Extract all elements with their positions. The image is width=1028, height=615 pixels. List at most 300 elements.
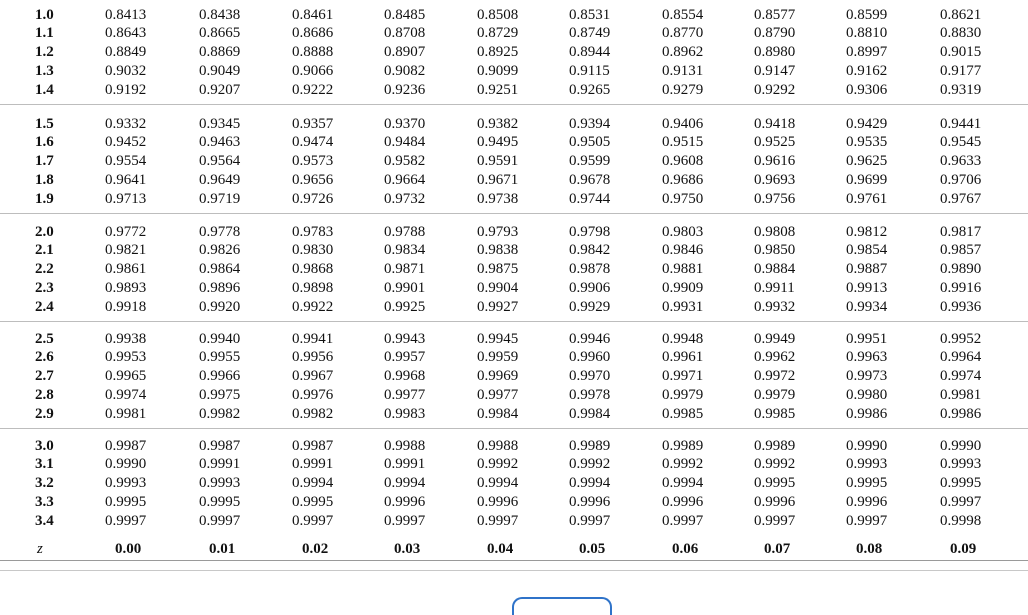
- probability-cell: 0.8643: [105, 25, 147, 41]
- probability-cell: 0.9778: [199, 224, 241, 240]
- probability-cell: 0.9884: [754, 261, 796, 277]
- probability-cell: 0.9826: [199, 242, 241, 258]
- probability-cell: 0.8531: [569, 7, 611, 23]
- probability-cell: 0.9767: [940, 191, 982, 207]
- z-value-cell: 2.2: [35, 261, 54, 277]
- probability-cell: 0.9871: [384, 261, 426, 277]
- table-row: [0, 190, 1028, 209]
- probability-cell: 0.9966: [199, 368, 241, 384]
- probability-cell: 0.9945: [477, 331, 519, 347]
- probability-cell: 0.9394: [569, 116, 611, 132]
- probability-cell: 0.9192: [105, 82, 147, 98]
- table-group: [0, 217, 1028, 322]
- column-header-cell: 0.04: [487, 541, 514, 557]
- probability-cell: 0.9850: [754, 242, 796, 258]
- probability-cell: 0.9983: [384, 406, 426, 422]
- table-row: [0, 81, 1028, 100]
- probability-cell: 0.8577: [754, 7, 796, 23]
- probability-cell: 0.9591: [477, 153, 519, 169]
- probability-cell: 0.9382: [477, 116, 519, 132]
- table-row: [0, 348, 1028, 367]
- table-row: [0, 474, 1028, 493]
- probability-cell: 0.9616: [754, 153, 796, 169]
- probability-cell: 0.9418: [754, 116, 796, 132]
- action-button[interactable]: [512, 597, 612, 615]
- probability-cell: 0.9952: [940, 331, 982, 347]
- z-value-cell: 3.4: [35, 513, 54, 529]
- probability-cell: 0.9972: [754, 368, 796, 384]
- probability-cell: 0.9452: [105, 134, 147, 150]
- probability-cell: 0.9713: [105, 191, 147, 207]
- table-row: [0, 133, 1028, 152]
- probability-cell: 0.9875: [477, 261, 519, 277]
- probability-cell: 0.9997: [662, 513, 704, 529]
- probability-cell: 0.9222: [292, 82, 334, 98]
- probability-cell: 0.9082: [384, 63, 426, 79]
- column-header-cell: 0.07: [764, 541, 791, 557]
- probability-cell: 0.9463: [199, 134, 241, 150]
- probability-cell: 0.9357: [292, 116, 334, 132]
- probability-cell: 0.9177: [940, 63, 982, 79]
- probability-cell: 0.9995: [940, 475, 982, 491]
- probability-cell: 0.9582: [384, 153, 426, 169]
- probability-cell: 0.9265: [569, 82, 611, 98]
- probability-cell: 0.9726: [292, 191, 334, 207]
- probability-cell: 0.8944: [569, 44, 611, 60]
- z-value-cell: 1.8: [35, 172, 54, 188]
- probability-cell: 0.9131: [662, 63, 704, 79]
- z-value-cell: 2.7: [35, 368, 54, 384]
- table-row: [0, 260, 1028, 279]
- probability-cell: 0.9846: [662, 242, 704, 258]
- table-row: [0, 367, 1028, 386]
- probability-cell: 0.9998: [940, 513, 982, 529]
- section-divider: [0, 570, 1028, 571]
- probability-cell: 0.9772: [105, 224, 147, 240]
- probability-cell: 0.9817: [940, 224, 982, 240]
- probability-cell: 0.9989: [754, 438, 796, 454]
- probability-cell: 0.9864: [199, 261, 241, 277]
- probability-cell: 0.9066: [292, 63, 334, 79]
- probability-cell: 0.9997: [754, 513, 796, 529]
- probability-cell: 0.9830: [292, 242, 334, 258]
- table-group: [0, 431, 1028, 535]
- probability-cell: 0.8621: [940, 7, 982, 23]
- z-value-cell: 2.8: [35, 387, 54, 403]
- column-header-cell: 0.03: [394, 541, 421, 557]
- probability-cell: 0.9744: [569, 191, 611, 207]
- probability-cell: 0.9671: [477, 172, 519, 188]
- probability-cell: 0.9788: [384, 224, 426, 240]
- probability-cell: 0.9981: [105, 406, 147, 422]
- column-header-cell: 0.05: [579, 541, 606, 557]
- probability-cell: 0.9993: [846, 456, 888, 472]
- z-value-cell: 3.2: [35, 475, 54, 491]
- probability-cell: 0.9890: [940, 261, 982, 277]
- probability-cell: 0.9032: [105, 63, 147, 79]
- table-row: [0, 512, 1028, 531]
- probability-cell: 0.9706: [940, 172, 982, 188]
- z-value-cell: 1.5: [35, 116, 54, 132]
- table-row: [0, 115, 1028, 134]
- probability-cell: 0.9987: [105, 438, 147, 454]
- probability-cell: 0.9911: [754, 280, 795, 296]
- z-value-cell: 1.6: [35, 134, 54, 150]
- probability-cell: 0.9995: [292, 494, 334, 510]
- probability-cell: 0.9441: [940, 116, 982, 132]
- table-row: [0, 152, 1028, 171]
- probability-cell: 0.9938: [105, 331, 147, 347]
- probability-cell: 0.9991: [384, 456, 426, 472]
- z-value-cell: 3.0: [35, 438, 54, 454]
- probability-cell: 0.9761: [846, 191, 888, 207]
- probability-cell: 0.9207: [199, 82, 241, 98]
- probability-cell: 0.9965: [105, 368, 147, 384]
- probability-cell: 0.9979: [754, 387, 796, 403]
- probability-cell: 0.9015: [940, 44, 982, 60]
- probability-cell: 0.9995: [754, 475, 796, 491]
- probability-cell: 0.9976: [292, 387, 334, 403]
- column-header-cell: 0.08: [856, 541, 883, 557]
- probability-cell: 0.9985: [662, 406, 704, 422]
- probability-cell: 0.9994: [662, 475, 704, 491]
- probability-cell: 0.9955: [199, 349, 241, 365]
- probability-cell: 0.9484: [384, 134, 426, 150]
- probability-cell: 0.9981: [940, 387, 982, 403]
- probability-cell: 0.9564: [199, 153, 241, 169]
- z-value-cell: 2.3: [35, 280, 54, 296]
- table-row: [0, 24, 1028, 43]
- probability-cell: 0.9997: [846, 513, 888, 529]
- probability-cell: 0.9896: [199, 280, 241, 296]
- probability-cell: 0.9925: [384, 299, 426, 315]
- probability-cell: 0.9162: [846, 63, 888, 79]
- column-header-cell: 0.09: [950, 541, 977, 557]
- probability-cell: 0.8907: [384, 44, 426, 60]
- probability-cell: 0.8830: [940, 25, 982, 41]
- probability-cell: 0.9474: [292, 134, 334, 150]
- probability-cell: 0.8997: [846, 44, 888, 60]
- probability-cell: 0.9994: [477, 475, 519, 491]
- table-row: [0, 171, 1028, 190]
- probability-cell: 0.9962: [754, 349, 796, 365]
- table-row: [0, 455, 1028, 474]
- probability-cell: 0.9959: [477, 349, 519, 365]
- probability-cell: 0.9997: [569, 513, 611, 529]
- probability-cell: 0.9979: [662, 387, 704, 403]
- probability-cell: 0.8508: [477, 7, 519, 23]
- probability-cell: 0.9756: [754, 191, 796, 207]
- probability-cell: 0.9992: [569, 456, 611, 472]
- table-row: [0, 298, 1028, 317]
- probability-cell: 0.8925: [477, 44, 519, 60]
- probability-cell: 0.9554: [105, 153, 147, 169]
- probability-cell: 0.9693: [754, 172, 796, 188]
- probability-cell: 0.9783: [292, 224, 334, 240]
- probability-cell: 0.9953: [105, 349, 147, 365]
- probability-cell: 0.9997: [384, 513, 426, 529]
- probability-cell: 0.9099: [477, 63, 519, 79]
- table-row: [0, 405, 1028, 424]
- probability-cell: 0.9821: [105, 242, 147, 258]
- probability-cell: 0.9854: [846, 242, 888, 258]
- probability-cell: 0.9987: [199, 438, 241, 454]
- probability-cell: 0.9306: [846, 82, 888, 98]
- probability-cell: 0.9941: [292, 331, 334, 347]
- probability-cell: 0.9808: [754, 224, 796, 240]
- probability-cell: 0.9987: [292, 438, 334, 454]
- probability-cell: 0.9963: [846, 349, 888, 365]
- probability-cell: 0.9893: [105, 280, 147, 296]
- probability-cell: 0.8810: [846, 25, 888, 41]
- probability-cell: 0.9996: [477, 494, 519, 510]
- probability-cell: 0.9994: [292, 475, 334, 491]
- probability-cell: 0.8729: [477, 25, 519, 41]
- probability-cell: 0.9236: [384, 82, 426, 98]
- probability-cell: 0.9960: [569, 349, 611, 365]
- probability-cell: 0.9525: [754, 134, 796, 150]
- probability-cell: 0.9878: [569, 261, 611, 277]
- probability-cell: 0.9641: [105, 172, 147, 188]
- probability-cell: 0.9993: [940, 456, 982, 472]
- z-value-cell: 2.0: [35, 224, 54, 240]
- probability-cell: 0.9929: [569, 299, 611, 315]
- probability-cell: 0.9985: [754, 406, 796, 422]
- probability-cell: 0.9904: [477, 280, 519, 296]
- probability-cell: 0.8749: [569, 25, 611, 41]
- probability-cell: 0.9974: [105, 387, 147, 403]
- probability-cell: 0.9633: [940, 153, 982, 169]
- table-row: [0, 241, 1028, 260]
- probability-cell: 0.9495: [477, 134, 519, 150]
- z-value-cell: 2.9: [35, 406, 54, 422]
- probability-cell: 0.9812: [846, 224, 888, 240]
- probability-cell: 0.9678: [569, 172, 611, 188]
- probability-cell: 0.9995: [105, 494, 147, 510]
- probability-cell: 0.9931: [662, 299, 704, 315]
- probability-cell: 0.9940: [199, 331, 241, 347]
- probability-cell: 0.8413: [105, 7, 147, 23]
- column-header-cell: 0.01: [209, 541, 236, 557]
- probability-cell: 0.9997: [199, 513, 241, 529]
- z-value-cell: 1.9: [35, 191, 54, 207]
- probability-cell: 0.9699: [846, 172, 888, 188]
- probability-cell: 0.9345: [199, 116, 241, 132]
- probability-cell: 0.9986: [846, 406, 888, 422]
- probability-cell: 0.9868: [292, 261, 334, 277]
- probability-cell: 0.9429: [846, 116, 888, 132]
- probability-cell: 0.9990: [940, 438, 982, 454]
- probability-cell: 0.9964: [940, 349, 982, 365]
- column-header-cell: 0.00: [115, 541, 142, 557]
- probability-cell: 0.9980: [846, 387, 888, 403]
- probability-cell: 0.9997: [477, 513, 519, 529]
- table-row: [0, 437, 1028, 456]
- column-header-row: [0, 537, 1028, 561]
- probability-cell: 0.9997: [105, 513, 147, 529]
- probability-cell: 0.9992: [477, 456, 519, 472]
- probability-cell: 0.9988: [384, 438, 426, 454]
- probability-cell: 0.9906: [569, 280, 611, 296]
- probability-cell: 0.9573: [292, 153, 334, 169]
- probability-cell: 0.9996: [846, 494, 888, 510]
- probability-cell: 0.9988: [477, 438, 519, 454]
- table-row: [0, 493, 1028, 512]
- probability-cell: 0.9936: [940, 299, 982, 315]
- probability-cell: 0.9370: [384, 116, 426, 132]
- probability-cell: 0.9251: [477, 82, 519, 98]
- probability-cell: 0.9984: [477, 406, 519, 422]
- probability-cell: 0.8461: [292, 7, 334, 23]
- probability-cell: 0.9978: [569, 387, 611, 403]
- probability-cell: 0.9995: [199, 494, 241, 510]
- probability-cell: 0.9968: [384, 368, 426, 384]
- probability-cell: 0.9625: [846, 153, 888, 169]
- probability-cell: 0.9969: [477, 368, 519, 384]
- z-value-cell: 3.1: [35, 456, 54, 472]
- probability-cell: 0.9913: [846, 280, 888, 296]
- probability-cell: 0.9986: [940, 406, 982, 422]
- z-value-cell: 2.4: [35, 299, 54, 315]
- probability-cell: 0.8554: [662, 7, 704, 23]
- probability-cell: 0.9997: [940, 494, 982, 510]
- table-group: [0, 324, 1028, 429]
- probability-cell: 0.9881: [662, 261, 704, 277]
- probability-cell: 0.9920: [199, 299, 241, 315]
- probability-cell: 0.9887: [846, 261, 888, 277]
- probability-cell: 0.8665: [199, 25, 241, 41]
- z-value-cell: 3.3: [35, 494, 54, 510]
- table-group: [0, 0, 1028, 105]
- probability-cell: 0.9948: [662, 331, 704, 347]
- probability-cell: 0.9732: [384, 191, 426, 207]
- probability-cell: 0.9649: [199, 172, 241, 188]
- probability-cell: 0.9861: [105, 261, 147, 277]
- probability-cell: 0.9798: [569, 224, 611, 240]
- table-row: [0, 386, 1028, 405]
- probability-cell: 0.9842: [569, 242, 611, 258]
- probability-cell: 0.8599: [846, 7, 888, 23]
- probability-cell: 0.8770: [662, 25, 704, 41]
- z-value-cell: 1.0: [35, 7, 54, 23]
- probability-cell: 0.9927: [477, 299, 519, 315]
- probability-cell: 0.9992: [662, 456, 704, 472]
- probability-cell: 0.8438: [199, 7, 241, 23]
- z-value-cell: 1.7: [35, 153, 54, 169]
- probability-cell: 0.9916: [940, 280, 982, 296]
- table-row: [0, 6, 1028, 25]
- z-value-cell: 1.1: [35, 25, 54, 41]
- z-value-cell: 2.6: [35, 349, 54, 365]
- table-row: [0, 279, 1028, 298]
- table-row: [0, 223, 1028, 242]
- table-row: [0, 330, 1028, 349]
- probability-cell: 0.9997: [292, 513, 334, 529]
- probability-cell: 0.9993: [105, 475, 147, 491]
- column-header-cell: 0.02: [302, 541, 329, 557]
- z-value-cell: 1.4: [35, 82, 54, 98]
- probability-cell: 0.9279: [662, 82, 704, 98]
- probability-cell: 0.9909: [662, 280, 704, 296]
- probability-cell: 0.9793: [477, 224, 519, 240]
- probability-cell: 0.9545: [940, 134, 982, 150]
- probability-cell: 0.9857: [940, 242, 982, 258]
- probability-cell: 0.8980: [754, 44, 796, 60]
- probability-cell: 0.9996: [384, 494, 426, 510]
- probability-cell: 0.9719: [199, 191, 241, 207]
- probability-cell: 0.9992: [754, 456, 796, 472]
- probability-cell: 0.9608: [662, 153, 704, 169]
- probability-cell: 0.9990: [105, 456, 147, 472]
- probability-cell: 0.9750: [662, 191, 704, 207]
- probability-cell: 0.9656: [292, 172, 334, 188]
- probability-cell: 0.8888: [292, 44, 334, 60]
- probability-cell: 0.9951: [846, 331, 888, 347]
- probability-cell: 0.9918: [105, 299, 147, 315]
- probability-cell: 0.8485: [384, 7, 426, 23]
- probability-cell: 0.9406: [662, 116, 704, 132]
- probability-cell: 0.9957: [384, 349, 426, 365]
- probability-cell: 0.9996: [569, 494, 611, 510]
- probability-cell: 0.9946: [569, 331, 611, 347]
- z-value-cell: 2.1: [35, 242, 54, 258]
- probability-cell: 0.9994: [384, 475, 426, 491]
- probability-cell: 0.9970: [569, 368, 611, 384]
- probability-cell: 0.9147: [754, 63, 796, 79]
- probability-cell: 0.9956: [292, 349, 334, 365]
- probability-cell: 0.8962: [662, 44, 704, 60]
- z-value-cell: 1.2: [35, 44, 54, 60]
- probability-cell: 0.9738: [477, 191, 519, 207]
- z-value-cell: 2.5: [35, 331, 54, 347]
- probability-cell: 0.9967: [292, 368, 334, 384]
- probability-cell: 0.9943: [384, 331, 426, 347]
- probability-cell: 0.9505: [569, 134, 611, 150]
- probability-cell: 0.9989: [569, 438, 611, 454]
- z-header-label: z: [37, 541, 43, 557]
- table-row: [0, 43, 1028, 62]
- probability-cell: 0.9949: [754, 331, 796, 347]
- probability-cell: 0.9990: [846, 438, 888, 454]
- probability-cell: 0.9332: [105, 116, 147, 132]
- probability-cell: 0.9996: [662, 494, 704, 510]
- probability-cell: 0.9982: [199, 406, 241, 422]
- probability-cell: 0.9922: [292, 299, 334, 315]
- z-value-cell: 1.3: [35, 63, 54, 79]
- table-group: [0, 109, 1028, 214]
- table-row: [0, 62, 1028, 81]
- probability-cell: 0.9974: [940, 368, 982, 384]
- probability-cell: 0.9901: [384, 280, 426, 296]
- probability-cell: 0.9996: [754, 494, 796, 510]
- probability-cell: 0.9982: [292, 406, 334, 422]
- probability-cell: 0.8869: [199, 44, 241, 60]
- probability-cell: 0.9971: [662, 368, 704, 384]
- column-header-cell: 0.06: [672, 541, 699, 557]
- probability-cell: 0.8790: [754, 25, 796, 41]
- probability-cell: 0.9977: [477, 387, 519, 403]
- probability-cell: 0.9932: [754, 299, 796, 315]
- probability-cell: 0.9994: [569, 475, 611, 491]
- probability-cell: 0.9049: [199, 63, 241, 79]
- probability-cell: 0.9961: [662, 349, 704, 365]
- probability-cell: 0.9993: [199, 475, 241, 491]
- probability-cell: 0.9973: [846, 368, 888, 384]
- probability-cell: 0.9664: [384, 172, 426, 188]
- probability-cell: 0.9834: [384, 242, 426, 258]
- probability-cell: 0.9898: [292, 280, 334, 296]
- probability-cell: 0.8708: [384, 25, 426, 41]
